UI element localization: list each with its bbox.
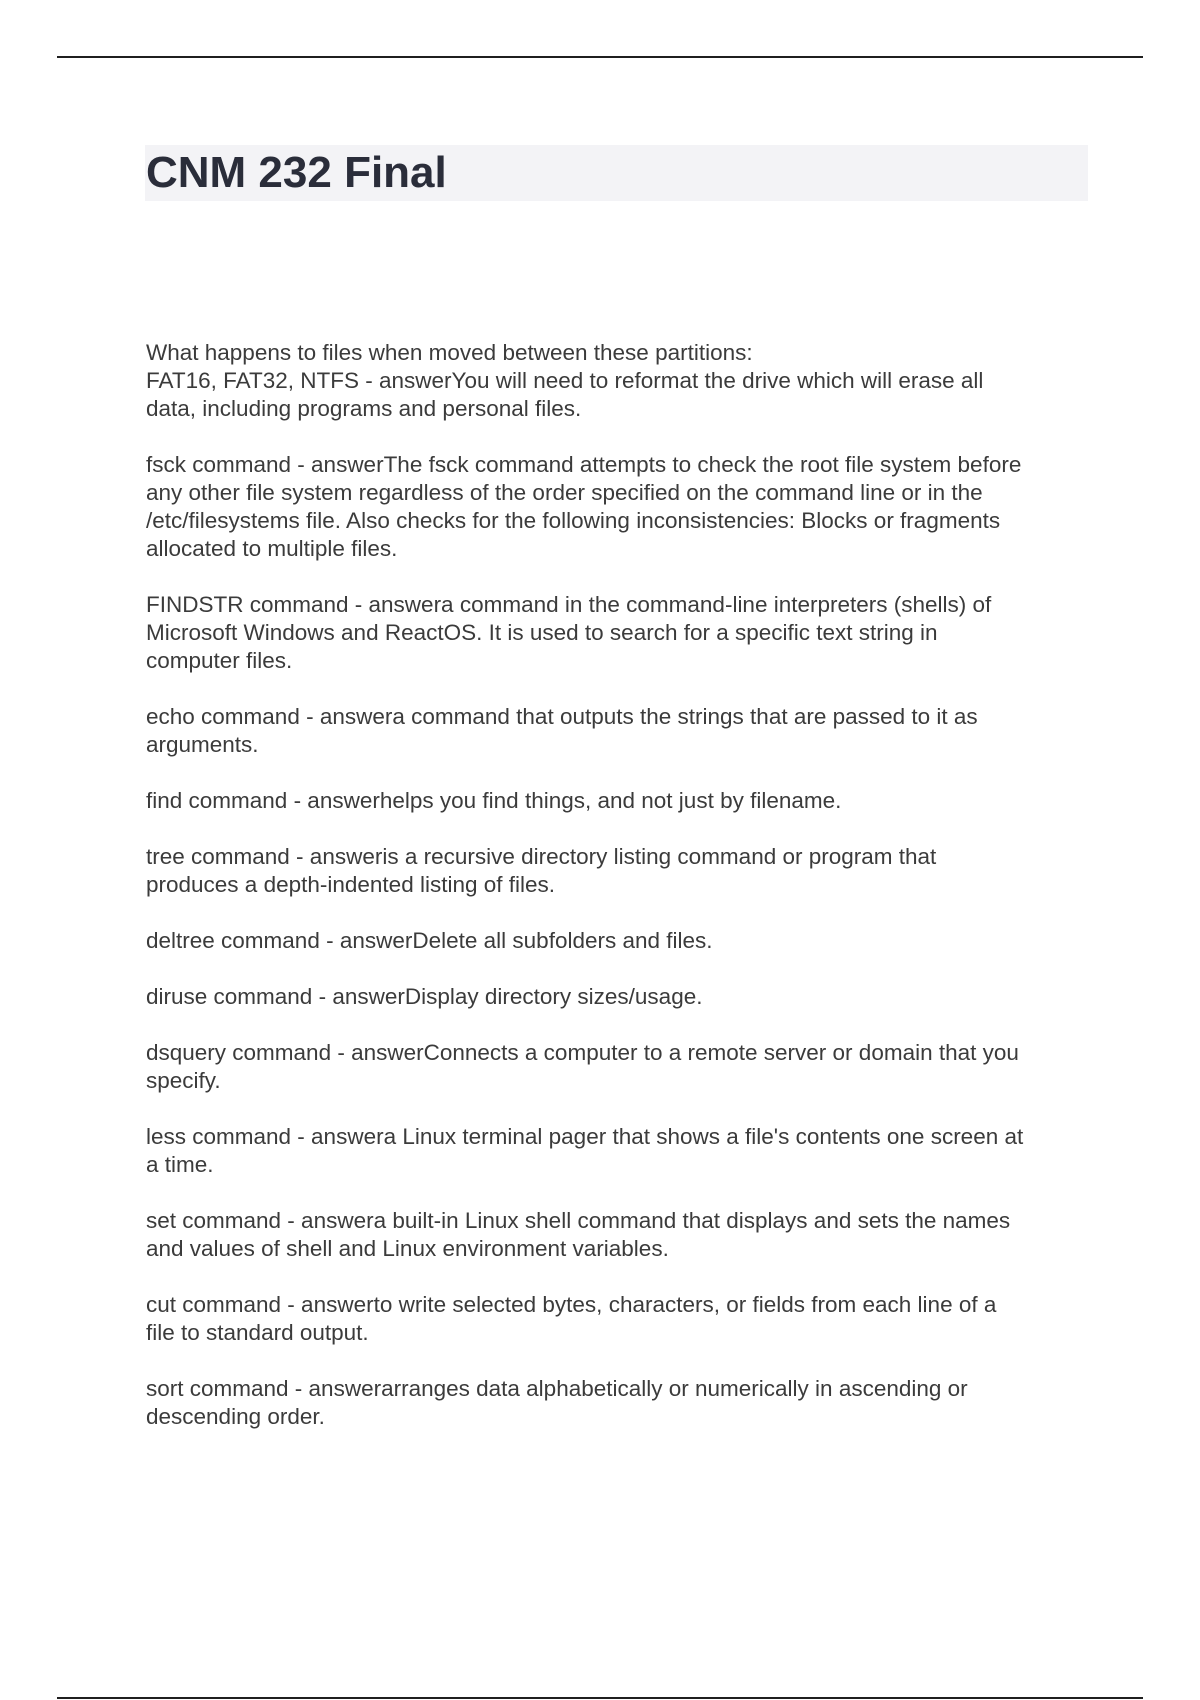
qa-line: Microsoft Windows and ReactOS. It is used to search for a specific text string in (146, 620, 938, 645)
top-divider (57, 56, 1143, 58)
qa-line: arguments. (146, 732, 259, 757)
qa-line: file to standard output. (146, 1320, 369, 1345)
qa-entry (146, 703, 1091, 759)
qa-entry (146, 1291, 1091, 1347)
qa-entry (146, 591, 1091, 675)
qa-entry (146, 1039, 1091, 1095)
qa-line: allocated to multiple files. (146, 536, 398, 561)
qa-entry (146, 927, 1091, 955)
qa-line: echo command - answera command that outputs the strings that are passed to it as (146, 704, 978, 729)
qa-line: computer files. (146, 648, 293, 673)
qa-line: specify. (146, 1068, 221, 1093)
bottom-divider (57, 1697, 1143, 1699)
qa-line: less command - answera Linux terminal pager that shows a file's contents one screen at (146, 1124, 1024, 1149)
qa-line: /etc/filesystems file. Also checks for the following inconsistencies: Blocks or fragments (146, 508, 1001, 533)
qa-line: FAT16, FAT32, NTFS - answerYou will need to reformat the drive which will erase all (146, 368, 984, 393)
qa-entry (146, 451, 1091, 563)
qa-line: deltree command - answerDelete all subfolders and files. (146, 928, 713, 953)
qa-line: fsck command - answerThe fsck command attempts to check the root file system before (146, 452, 1022, 477)
qa-entry (146, 339, 1091, 423)
qa-list (146, 339, 1091, 1459)
qa-line: data, including programs and personal files. (146, 396, 582, 421)
qa-line: What happens to files when moved between these partitions: (146, 340, 753, 365)
qa-line: FINDSTR command - answera command in the command-line interpreters (shells) of (146, 592, 992, 617)
qa-line: tree command - answeris a recursive directory listing command or program that (146, 844, 937, 869)
qa-line: set command - answera built-in Linux shell command that displays and sets the names (146, 1208, 1011, 1233)
qa-entry (146, 1123, 1091, 1179)
qa-line: any other file system regardless of the order specified on the command line or in the (146, 480, 983, 505)
qa-line: descending order. (146, 1404, 325, 1429)
qa-entry (146, 787, 1091, 815)
qa-line: produces a depth-indented listing of files. (146, 872, 556, 897)
qa-entry (146, 1207, 1091, 1263)
qa-entry (146, 1375, 1091, 1431)
qa-line: find command - answerhelps you find things, and not just by filename. (146, 788, 842, 813)
qa-line: sort command - answerarranges data alphabetically or numerically in ascending or (146, 1376, 968, 1401)
qa-entry (146, 983, 1091, 1011)
qa-line: cut command - answerto write selected bytes, characters, or fields from each line of a (146, 1292, 997, 1317)
qa-line: diruse command - answerDisplay directory sizes/usage. (146, 984, 703, 1009)
qa-line: a time. (146, 1152, 214, 1177)
page-title: CNM 232 Final (146, 148, 447, 197)
qa-line: and values of shell and Linux environment variables. (146, 1236, 669, 1261)
qa-line: dsquery command - answerConnects a computer to a remote server or domain that you (146, 1040, 1019, 1065)
qa-entry (146, 843, 1091, 899)
